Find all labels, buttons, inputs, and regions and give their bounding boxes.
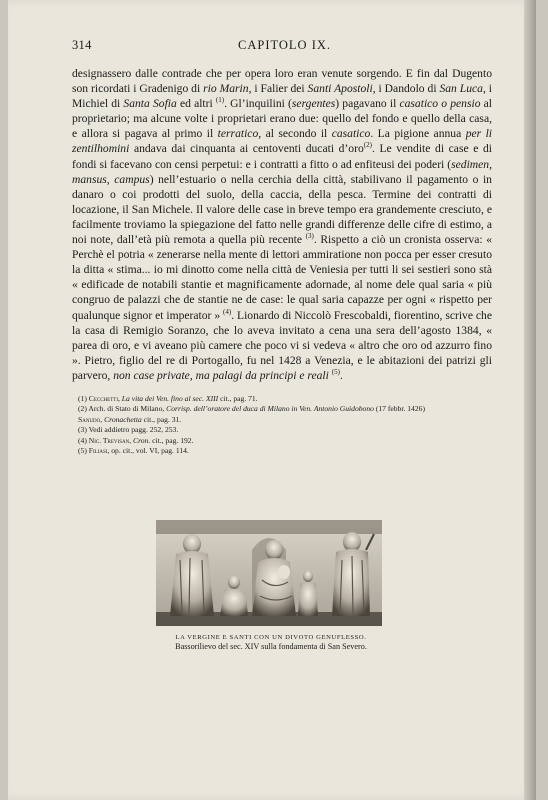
text-run: , — [129, 435, 134, 445]
footnote-item — [78, 436, 492, 446]
text-run: (5) — [78, 446, 89, 456]
text-run: designassero dalle contrade che per opera loro eran venute sorgendo. E fin dal Dugento son ricordati i Gradenigo di — [72, 67, 492, 96]
running-header — [72, 38, 492, 58]
text-run: ) nell’estuario o nella cerchia della città, stabilivano il pagamento o in danaro o coi prodotti del suolo, della caccia, della pesca. Termine dei contratti di locazione, il San Michele. Il valore delle case in breve tempo era grandemente cresciuto, e facilmente troviamo la spiegazione del fatto nelle grandi differenze delle cifre di estimo, a noi note, dall’età più remota a quella più recente — [72, 172, 492, 247]
text-run: cit., pag. 71. — [218, 394, 258, 403]
footnote-item — [78, 415, 492, 425]
footnote-ref: (1) — [215, 96, 225, 105]
footnote-item — [78, 446, 492, 456]
page-number: 314 — [72, 38, 92, 52]
italic-text: La vita dei Ven. fino al sec. XIII — [121, 394, 219, 403]
text-run: . — [339, 368, 343, 382]
page-edge-shadow — [524, 0, 536, 800]
text-run: cit., pag. 31. — [141, 414, 182, 424]
italic-text: terratico — [217, 127, 259, 141]
caption-title: LA VERGINE E SANTI CON UN DIVOTO GENUFLESSO. — [175, 634, 367, 641]
author-name: Filiasi — [88, 446, 108, 456]
italic-text: Cron. — [133, 435, 151, 445]
italic-text: Cronachetta — [104, 414, 142, 424]
text-run: (4) — [78, 435, 89, 445]
bas-relief-image — [156, 520, 382, 626]
italic-text: per li zentilhomini — [72, 127, 493, 156]
text-run: , — [100, 414, 105, 424]
author-name: Cecchetti — [88, 394, 118, 403]
text-run: (1) — [78, 394, 89, 403]
italic-text: San Luca — [439, 82, 483, 96]
text-run: ) pagavano il — [335, 97, 400, 111]
text-run: cit., pag. 192. — [150, 435, 194, 445]
chapter-title: CAPITOLO IX. — [238, 38, 332, 52]
text-run: , op. cit., vol. VI, pag. 114. — [107, 446, 189, 456]
text-run: . La pigione annua — [370, 127, 466, 141]
text-run: (2) Arch. di Stato di Milano, — [78, 404, 167, 414]
text-run: , — [118, 394, 122, 403]
text-run: , i Dandolo di — [372, 82, 440, 96]
text-run: , al secondo il — [258, 127, 332, 141]
text-run: . Rispetto a ciò un cronista osserva: « Perchè el potria « zenerarse nella mente di lettori ammiratione non pocca per esser cresuto la ditta « stima... io mi dinotto come nella città de Veniesia per tutti li sei sestieri sono stà « edificade de notabili stantie et magnificamente adornade, al nome dele qual saria « più congruo de palazzi che de stantie ne de case: le qual saria capazze per ogni « rispetto per qualunque signor et imperator » — [72, 233, 492, 322]
footnote-ref: (3) — [305, 232, 314, 241]
figure-caption — [126, 634, 416, 651]
author-name: Nic. Trevisan — [88, 435, 130, 445]
italic-text: sedimen, mansus, campus — [72, 157, 492, 186]
italic-text: casatico — [331, 127, 371, 141]
text-run: ed altri — [176, 97, 216, 111]
italic-text: non case private, ma palagi da principi e reali — [113, 368, 329, 382]
text-run: . Gl’inquilini ( — [224, 97, 292, 111]
footnote-ref: (4) — [223, 307, 232, 316]
italic-text: Santa Sofia — [123, 97, 177, 111]
text-run: , i Michiel di — [72, 82, 492, 111]
text-run: andava dai cinquanta ai centoventi ducati d’oro — [129, 142, 364, 156]
footnote-item — [78, 394, 492, 404]
text-run: (3) Vedi addietro pagg. 252, 253. — [78, 425, 179, 435]
italic-text: casatico o pensio — [399, 97, 481, 111]
body-paragraph — [72, 66, 492, 383]
text-run: , i Falier dei — [248, 82, 308, 96]
footnote-ref: (5) — [331, 368, 340, 377]
italic-text: Santi Apostoli — [307, 82, 373, 96]
footnote-item — [78, 425, 492, 435]
text-run: . Lionardo di Niccolò Frescobaldi, fiorentino, scrive che la casa di Remigio Soranzo, che lo aveva invitato a cena una sera dell’agosto 1384, « parea di oro, e vi aveano più camere che poco vi si vedeva « altro che oro od azzurro fino ». Pietro, figlio del re di Portogallo, fu nel 1428 a Venezia, e le abitazioni dei patrizi gli parvero, — [72, 308, 492, 382]
book-page — [8, 0, 536, 800]
text-run: (17 febbr. 1426) — [373, 404, 425, 414]
text-run: al proprietario; ma alcune volte i proprietari erano due: quello del fondo e quello della casa, e allora si pagava al primo il — [72, 97, 493, 141]
footnotes — [78, 394, 492, 456]
italic-text: rio Marin — [203, 82, 249, 96]
italic-text: sergentes — [291, 97, 336, 111]
footnote-ref: (2) — [363, 141, 372, 150]
author-name: Sanudo — [78, 414, 101, 424]
text-run: . Le vendite di case e di fondi si facevano con censi perpetui: e i contratti a fitto o ad enfiteusi dei poderi ( — [72, 142, 492, 171]
caption-text: Bassorilievo del sec. XIV sulla fondamenta di San Severo. — [175, 642, 367, 651]
italic-text: Corrisp. dell’oratore del duca di Milano in Ven. Antonio Guidobono — [166, 404, 374, 414]
footnote-item — [78, 404, 492, 414]
